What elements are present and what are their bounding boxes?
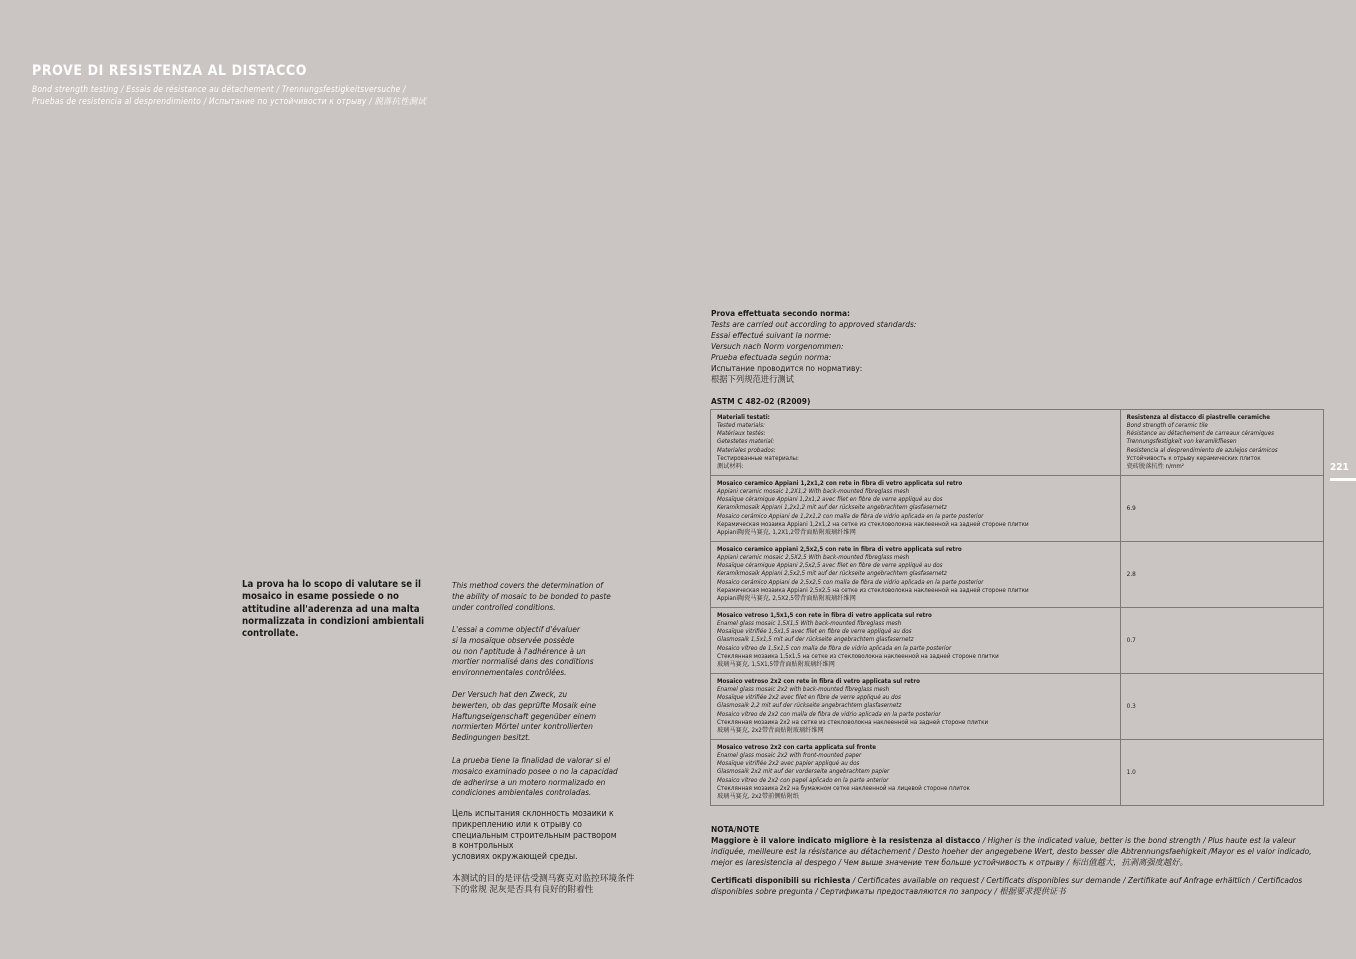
- standard-heading: Prova effettuata secondo norma:: [711, 308, 851, 318]
- material-name-it: Mosaico vetroso 1,5x1,5 con rete in fibra di vetro applicata sul retro: [717, 612, 932, 620]
- material-name-it: Mosaico ceramico Appiani 1,2x1,2 con rete in fibra di vetro applicata sul retro: [717, 480, 963, 488]
- material-name-en: Appiani ceramic mosaic 2,5X2,5 With back-mounted fibreglass mesh: [717, 554, 910, 562]
- certificates-translations: / Certificates available on request / Certificats disponibles sur demande / Zertifikate auf Anfrage erhältlich / Certificados disponibles sobre pregunta / Сертификаты предоставляются по запросу / 根据要求提供证书: [711, 875, 1303, 896]
- material-name-zh: 玻璃马赛克, 1,5X1,5带背面贴附玻璃纤维网: [717, 660, 835, 668]
- strength-value: 2.8: [1120, 542, 1323, 608]
- material-name-it: Mosaico vetroso 2x2 con carta applicata sul fronte: [717, 744, 877, 752]
- header-materials-zh: 测试材料:: [717, 462, 744, 470]
- material-name-de: Glasmosaik 2x2 mit auf der vorderseite angebrachtem papier: [717, 768, 890, 776]
- material-name-es: Mosaico vítreo de 1,5x1,5 con malla de fibra de vidrio aplicada en la parte posterior: [717, 644, 952, 652]
- standard-block: [711, 308, 916, 385]
- standard-de: Versuch nach Norm vorgenommen:: [711, 341, 844, 351]
- strength-value: 6.9: [1120, 476, 1323, 542]
- strength-value: 1.0: [1120, 740, 1323, 806]
- material-name-en: Appiani ceramic mosaic 1,2X1,2 With back-mounted fibreglass mesh: [717, 488, 910, 496]
- material-cell: [711, 608, 1121, 674]
- standard-en: Tests are carried out according to approved standards:: [711, 319, 917, 329]
- page-title: PROVE DI RESISTENZA AL DISTACCO: [32, 63, 308, 79]
- standard-fr: Essai effectué suivant la norme:: [711, 330, 832, 340]
- material-name-ru: Керамическая мозаика Appiani 1,2x1,2 на сетке из стекловолокна наклеенной на задней стороне плитки: [717, 520, 1029, 528]
- translation-de: Der Versuch hat den Zweck, zu bewerten, ob das geprüfte Mosaik eine Haftungseigenschaft gegenüber einem normierten Mörtel unter kontrollierten Bedingungen besitzt.: [452, 689, 597, 743]
- material-cell: [711, 740, 1121, 806]
- material-name-es: Mosaico cerámico Appiani de 2,5x2,5 con malla de fibra de vidrio aplicada en la parte posterior: [717, 578, 984, 586]
- table-row: [711, 608, 1324, 674]
- note-text: [711, 835, 1329, 868]
- material-name-es: Mosaico vítreo de 2x2 con papel aplicado en la parte anterior: [717, 776, 889, 784]
- lead-paragraph: La prova ha lo scopo di valutare se il mosaico in esame possiede o no attitudine all'aderenza ad una malta normalizzata in condizioni ambientali controllate.: [242, 579, 425, 640]
- note-text-translations: / Higher is the indicated value, better is the bond strength / Plus haute est la valeur indiquée, meilleure est la résistance au détachement / Desto hoeher der angegebene Wert, desto besser die Abtrennungsfaehigkeit /Mayor es el valor indicado, mejor es laresistencia al despego / Чем выше значение тем больше устойчивость к отрыву / 标出值越大，抗剥离强度越好。: [711, 835, 1312, 867]
- table-row: [711, 542, 1324, 608]
- material-name-it: Mosaico ceramico appiani 2,5x2,5 con rete in fibra di vetro applicata sul retro: [717, 546, 962, 554]
- material-name-en: Enamel glass mosaic 1,5X1,5 With back-mounted fibreglass mesh: [717, 620, 902, 628]
- header-materials-en: Tested materials:: [717, 422, 765, 430]
- material-cell: [711, 476, 1121, 542]
- material-name-fr: Mosaïque céramique Appiani 2,5x2,5 avec filet en fibre de verre appliqué au dos: [717, 562, 943, 570]
- material-name-de: Glasmosaik 2,2 mit auf der rückseite angebrachtem glasfasernetz: [717, 702, 902, 710]
- header-materials-ru: Тестированные материалы:: [717, 454, 799, 462]
- certificates-it: Certificati disponibili su richiesta: [711, 875, 851, 885]
- strength-value: 0.3: [1120, 674, 1323, 740]
- certificates-note: [711, 875, 1329, 896]
- material-cell: [711, 542, 1121, 608]
- material-name-fr: Mosaïque vitrifiée 2x2 avec papier appliqué au dos: [717, 760, 860, 768]
- header-strength-de: Trennungsfestigkeit von keramikfliesen: [1126, 438, 1237, 446]
- header-strength-ru: Устойчивость к отрыву керамических плиток: [1126, 454, 1261, 462]
- material-cell: [711, 674, 1121, 740]
- standard-es: Prueba efectuada según norma:: [711, 352, 832, 362]
- note-text-it: Maggiore è il valore indicato migliore è la resistenza al distacco: [711, 835, 981, 845]
- translation-ru: Цель испытания склонность мозаики к прикреплению или к отрыву со специальным строительным раствором в контрольных условиях окружающей среды.: [452, 809, 617, 863]
- page-number: 221: [1330, 462, 1349, 473]
- strength-value: 0.7: [1120, 608, 1323, 674]
- header-strength-it: Resistenza al distacco di piastrelle ceramiche: [1126, 414, 1270, 422]
- results-table: [710, 409, 1324, 806]
- translation-zh: 本测试的目的是评估受测马赛克对监控环境条件 下的常规 泥灰是否具有良好的附着性: [452, 874, 635, 895]
- header-strength-es: Resistencia al desprendimiento de azulejos cerámicos: [1126, 446, 1278, 454]
- material-name-de: Keramikmosaik Appiani 1,2x1,2 mit auf der rückseite angebrachtem glasfasernetz: [717, 504, 947, 512]
- material-name-zh: 玻璃马赛克, 2x2带背面贴附玻璃纤维网: [717, 726, 824, 734]
- header-strength-zh: 瓷砖脱落抗性 n/mm²: [1126, 462, 1185, 470]
- material-name-es: Mosaico vítreo de 2x2 con malla de fibra de vidrio aplicada en la parte posterior: [717, 710, 941, 718]
- material-name-zh: 玻璃马赛克, 2x2带前侧贴附纸: [717, 792, 799, 800]
- translation-es: La prueba tiene la finalidad de valorar si el mosaico examinado posee o no la capacidad de adherirse a un motero normalizado en condiciones ambientales controladas.: [452, 755, 618, 798]
- header-strength-fr: Résistance au détachement de carreaux céramiques: [1126, 430, 1275, 438]
- header-materials-es: Materiales probados:: [717, 446, 776, 454]
- header-strength-cell: [1120, 410, 1323, 476]
- subtitle-line-2: Pruebas de resistencia al desprendimiento / Испытание по устойчивости к отрыву / 脱落抗性测试: [32, 96, 426, 106]
- standard-ru: Испытание проводится по нормативу:: [711, 363, 863, 373]
- standard-zh: 根据下列规范进行测试: [711, 374, 794, 384]
- note-block: [711, 824, 1329, 868]
- table-row: [711, 674, 1324, 740]
- table-row: [711, 740, 1324, 806]
- header-materials-cell: [711, 410, 1121, 476]
- table-header-row: [711, 410, 1324, 476]
- header-materials-it: Materiali testati:: [717, 414, 770, 422]
- material-name-en: Enamel glass mosaic 2x2 with back-mounted fibreglass mesh: [717, 686, 890, 694]
- material-name-fr: Mosaïque céramique Appiani 1,2x1,2 avec filet en fibre de verre appliqué au dos: [717, 496, 943, 504]
- material-name-de: Glasmosaik 1,5x1,5 mit auf der rückseite angebrachtem glasfasernetz: [717, 636, 914, 644]
- header-strength-en: Bond strength of ceramic tile: [1126, 422, 1208, 430]
- note-label: NOTA/NOTE: [711, 824, 760, 834]
- material-name-ru: Стеклянная мозаика 2x2 на бумажном сетке наклеенной на лицевой стороне плиток: [717, 784, 970, 792]
- material-name-fr: Mosaïque vitrifiée 2x2 avec filet en fibre de verre appliqué au dos: [717, 694, 901, 702]
- material-name-ru: Керамическая мозаика Appiani 2,5x2,5 на сетке из стекловолокна наклеенной на задней стороне плитки: [717, 586, 1029, 594]
- translation-en: This method covers the determination of the ability of mosaic to be bonded to paste under controlled conditions.: [452, 580, 611, 612]
- table-row: [711, 476, 1324, 542]
- subtitle-line-1: Bond strength testing / Essais de résistance au détachement / Trennungsfestigkeitsversuche /: [32, 84, 406, 94]
- material-name-ru: Стеклянная мозаика 2x2 на сетке из стекловолокна наклеенной на задней стороне плитки: [717, 718, 989, 726]
- material-name-it: Mosaico vetroso 2x2 con rete in fibra di vetro applicata sul retro: [717, 678, 920, 686]
- material-name-de: Keramikmosaik Appiani 2,5x2,5 mit auf der rückseite angebrachtem glasfasernetz: [717, 570, 947, 578]
- material-name-fr: Mosaïque vitrifiée 1,5x1,5 avec filet en fibre de verre appliqué au dos: [717, 628, 912, 636]
- header-materials-de: Getestetes material:: [717, 438, 775, 446]
- page-marker-bar: [1330, 478, 1356, 481]
- translation-fr: L'essai a comme objectif d'évaluer si la mosaïque observée possède ou non l'aptitude à l'adhérence à un mortier normalisé dans des conditions environnementales contrôlées.: [452, 624, 594, 678]
- header-materials-fr: Matériaux testés:: [717, 430, 766, 438]
- material-name-es: Mosaico cerámico Appiani de 1,2x1,2 con malla de fibra de vidrio aplicada en la parte posterior: [717, 512, 984, 520]
- material-name-zh: Appiani陶瓷马赛克, 2,5X2,5带背面贴附玻璃纤维网: [717, 594, 856, 602]
- material-name-zh: Appiani陶瓷马赛克, 1,2X1,2带背面贴附玻璃纤维网: [717, 528, 856, 536]
- material-name-en: Enamel glass mosaic 2x2 with front-mounted paper: [717, 752, 862, 760]
- standard-code: ASTM C 482-02 (R2009): [711, 396, 811, 406]
- material-name-ru: Стеклянная мозаика 1,5x1,5 на сетке из стекловолокна наклеенной на задней стороне плитки: [717, 652, 999, 660]
